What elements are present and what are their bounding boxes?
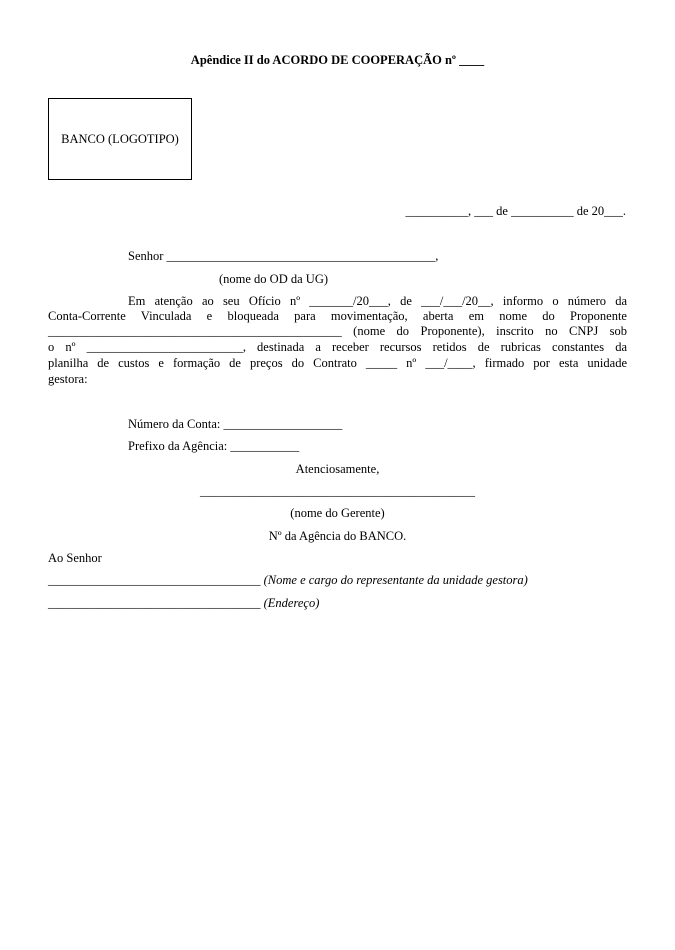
signature-line: ____________________________________________	[200, 484, 475, 498]
recipient-name-note: (Nome e cargo do representante da unidade gestora)	[263, 573, 528, 587]
closing: Atenciosamente,	[295, 462, 380, 476]
date-line: __________, ___ de __________ de 20___.	[405, 204, 626, 218]
body-line-5: planilha de custos e formação de preços do Contrato _____ nº ___/____, firmado por esta unidade	[48, 356, 627, 370]
body-line-2: Conta-Corrente Vinculada e bloqueada para movimentação, aberta em nome do Proponente	[48, 309, 627, 323]
recipient-address-line: __________________________________	[48, 596, 261, 610]
recipient-address-row	[48, 596, 319, 611]
salutation-note: (nome do OD da UG)	[219, 272, 329, 286]
recipient-name-line: __________________________________	[48, 573, 261, 587]
recipient-address-note: (Endereço)	[263, 596, 320, 610]
document-title: Apêndice II do ACORDO DE COOPERAÇÃO nº ____	[190, 53, 485, 67]
logo-placeholder-text: BANCO (LOGOTIPO)	[61, 131, 179, 146]
body-line-1: Em atenção ao seu Ofício nº _______/20___, de ___/___/20__, informo o número da	[128, 294, 627, 308]
manager-name: (nome do Gerente)	[290, 506, 385, 520]
body-line-6: gestora:	[48, 372, 88, 386]
recipient-heading: Ao Senhor	[48, 551, 102, 565]
recipient-name-row	[48, 573, 528, 588]
branch-prefix-field: Prefixo da Agência: ___________	[128, 439, 300, 453]
body-line-3: _______________________________________________ (nome do Proponente), inscrito no CNPJ sob	[48, 324, 627, 338]
body-line-4: o nº _________________________, destinada a receber recursos retidos de rubricas constantes da	[48, 340, 627, 354]
account-number-field: Número da Conta: ___________________	[128, 417, 343, 431]
bank-logo-placeholder	[48, 98, 192, 180]
branch-number: Nº da Agência do BANCO.	[268, 529, 407, 543]
salutation: Senhor ___________________________________________,	[128, 249, 439, 263]
